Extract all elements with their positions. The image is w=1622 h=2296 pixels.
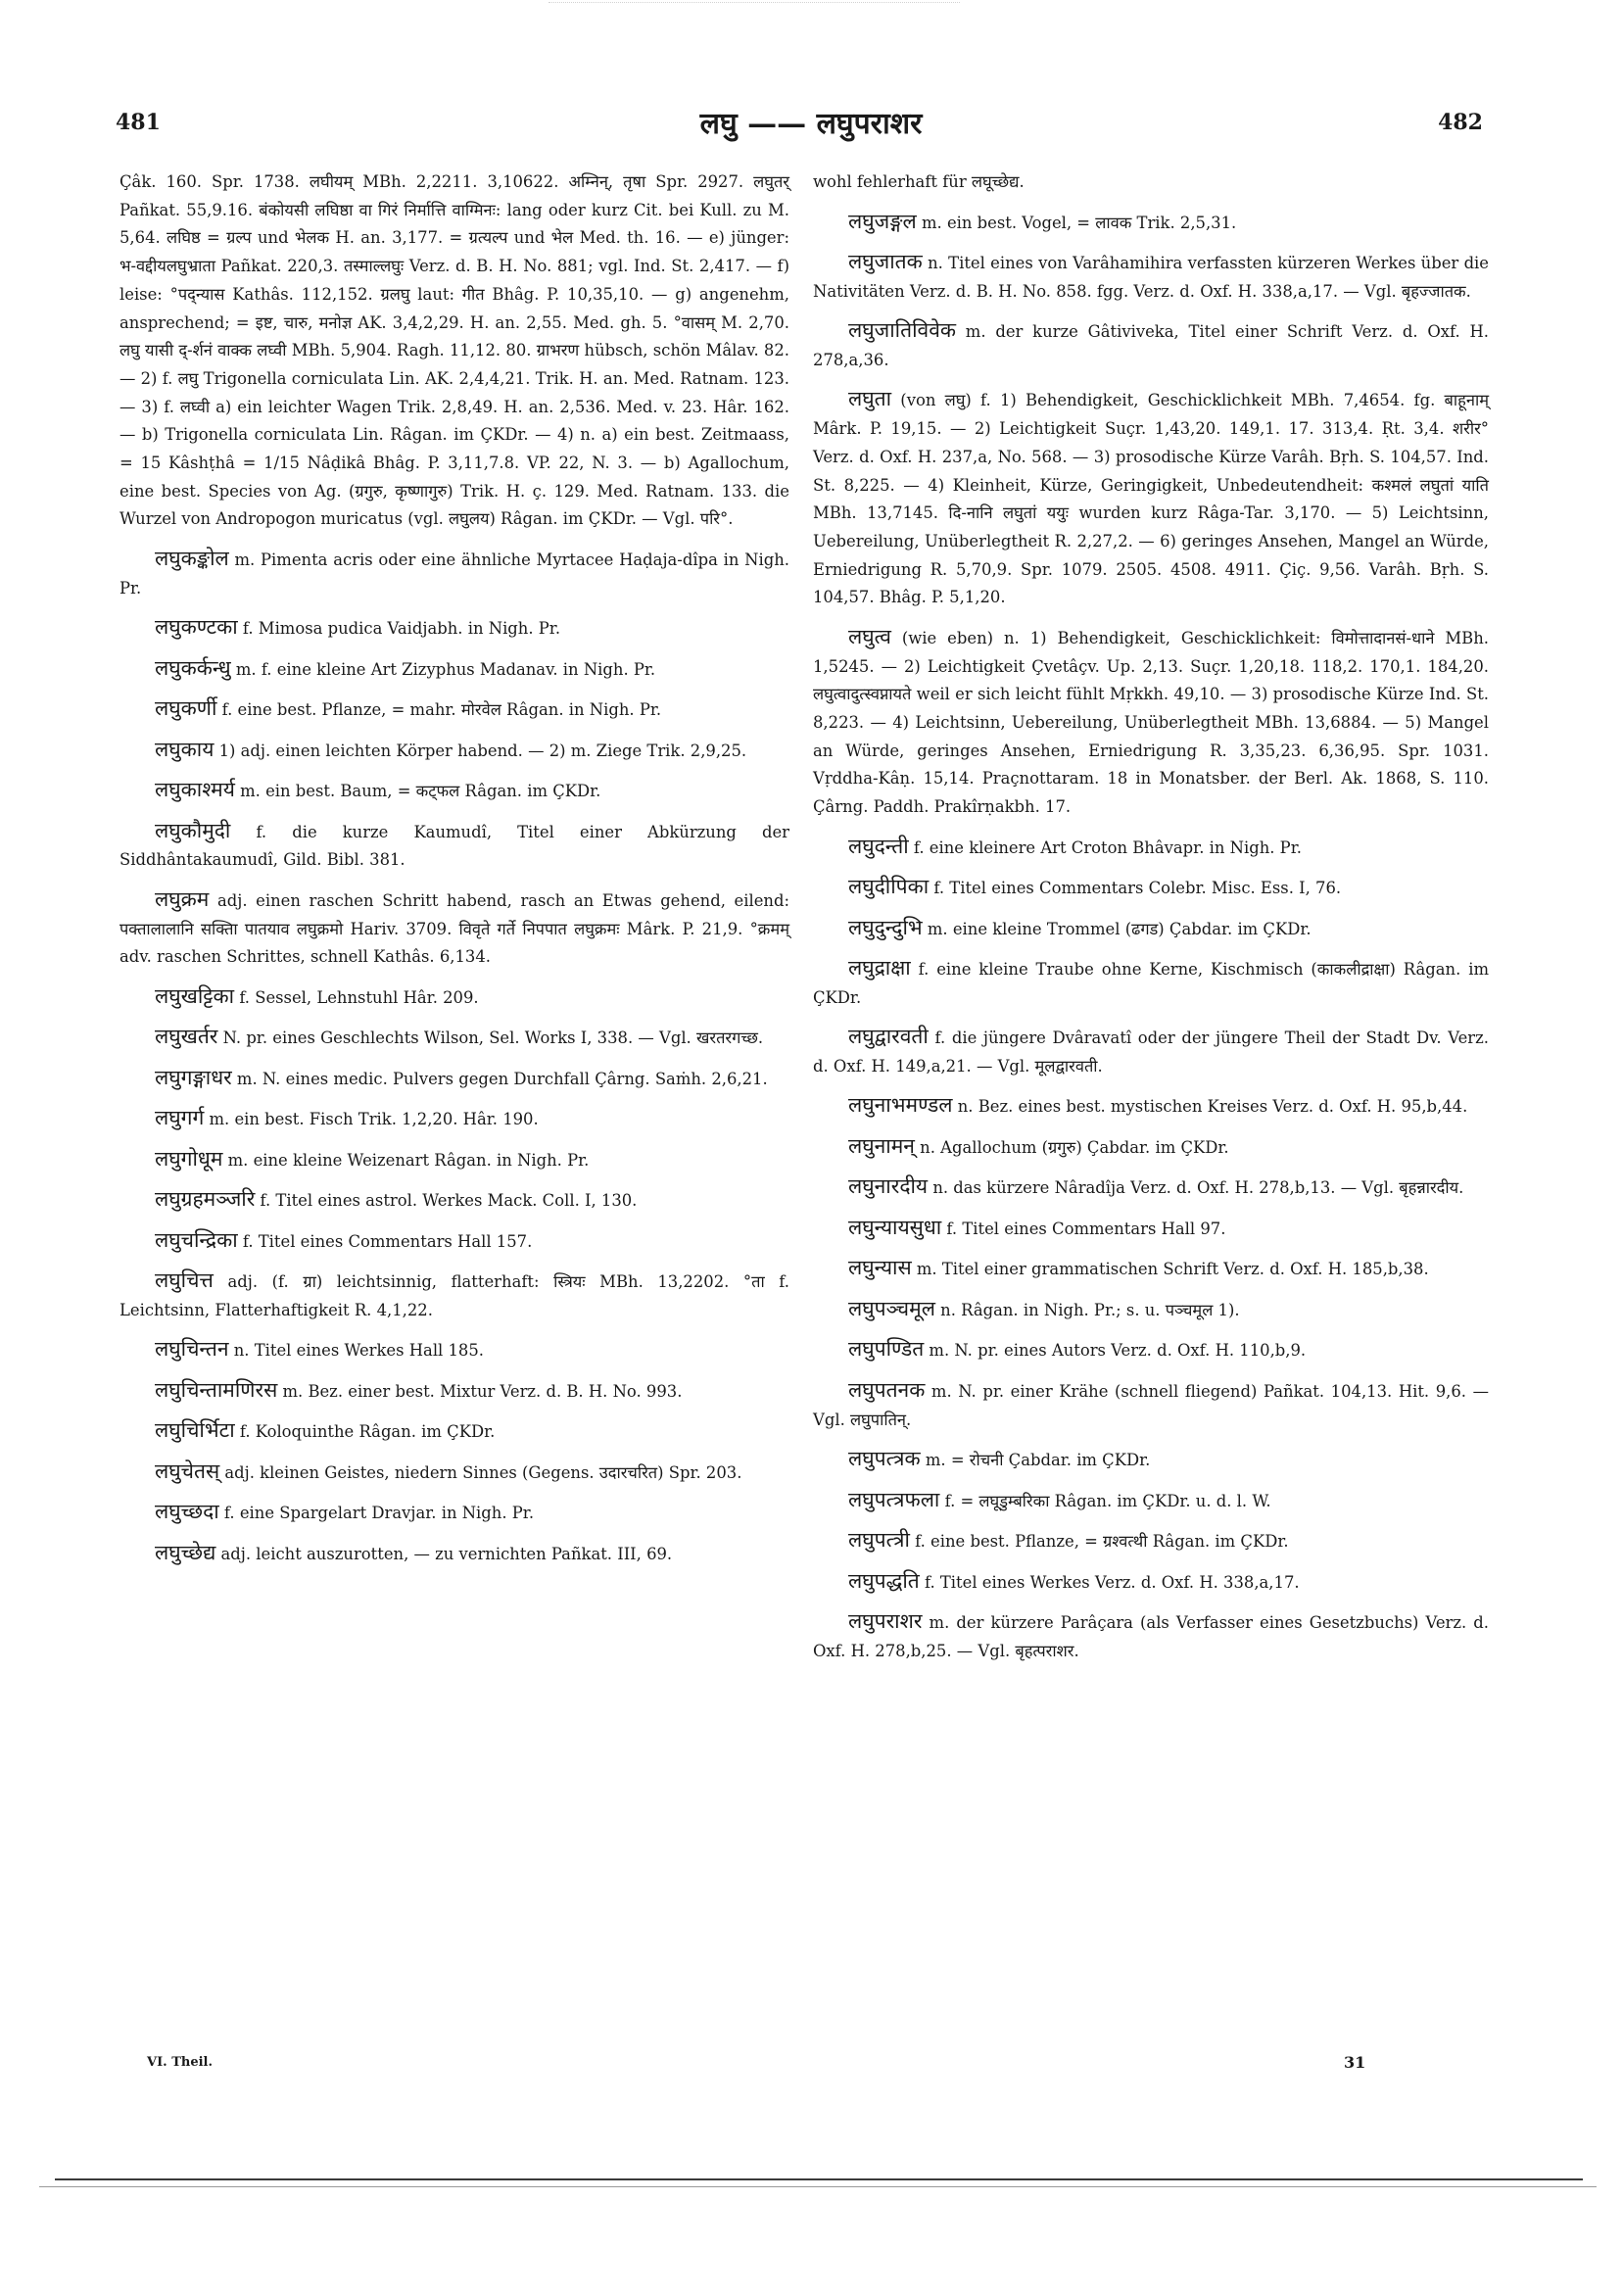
entry-headword: लघुक्रम — [155, 886, 210, 911]
entry-text: n. Titel eines Werkes Hall 185. — [228, 1341, 485, 1361]
dictionary-entry — [813, 1254, 1489, 1284]
entry-text: m. der kürzere Parâçara (als Verfasser eines Gesetzbuchs) Verz. d. Oxf. H. 278,b,25. — Vgl. बृहत्पराशर. — [813, 1613, 1489, 1660]
entry-headword: लघुचिर्भिटा — [155, 1418, 235, 1443]
entry-headword: लघुपण्डित — [848, 1337, 925, 1362]
entry-text: m. ein best. Fisch Trik. 1,2,20. Hâr. 190. — [204, 1110, 539, 1129]
entry-headword: लघुपत्त्रक — [848, 1447, 921, 1471]
entry-text: m. f. eine kleine Art Zizyphus Madanav. in Nigh. Pr. — [230, 659, 656, 679]
dictionary-entry — [813, 1023, 1489, 1080]
entry-headword: लघुचेतस् — [155, 1459, 220, 1483]
entry-headword: लघुचित्त — [155, 1268, 214, 1293]
entry-text: f. eine kleinere Art Croton Bhâvapr. in Nigh. Pr. — [908, 837, 1302, 857]
entry-headword: लघुगङ्गाधर — [155, 1065, 232, 1089]
entry-headword: लघुपद्धति — [848, 1568, 920, 1593]
volume-note: VI. Theil. — [147, 2055, 214, 2070]
entry-text: n. Râgan. in Nigh. Pr.; s. u. पञ्चमूल 1). — [934, 1300, 1240, 1319]
entry-text: f. die kurze Kaumudî, Titel einer Abkürzung der Siddhântakaumudî, Gild. Bibl. 381. — [119, 822, 789, 870]
dictionary-entry — [119, 545, 789, 602]
entry-text: m. ein best. Baum, = कट्फल Râgan. im ÇKDr. — [234, 782, 601, 801]
entry-headword: लघुखर्तर — [155, 1025, 218, 1049]
entry-headword: लघुगर्ग — [155, 1106, 205, 1130]
entry-headword: लघुकाश्मर्य — [155, 778, 235, 802]
entry-headword: लघुद्वारवती — [848, 1025, 929, 1049]
entry-text: m. N. pr. eines Autors Verz. d. Oxf. H. 110,b,9. — [924, 1341, 1307, 1361]
entry-headword: लघुनामन् — [848, 1133, 915, 1158]
entry-text: m. N. eines medic. Pulvers gegen Durchfall Çârng. Saṁh. 2,6,21. — [231, 1069, 768, 1088]
entry-text: N. pr. eines Geschlechts Wilson, Sel. Works I, 338. — Vgl. खरतरगच्छ. — [217, 1028, 764, 1048]
dictionary-entry — [813, 1132, 1489, 1163]
dictionary-entry — [119, 1185, 789, 1216]
entry-text: adj. (f. ग्रा) leichtsinnig, flatterhaft: स्त्रियः MBh. 13,2202. °ता f. Leichtsinn, Flatterhaftigkeit R. 4,1,22. — [119, 1272, 789, 1319]
dictionary-entry — [813, 168, 1489, 197]
entry-headword: लघुदन्ती — [848, 834, 909, 858]
dictionary-entry — [813, 1376, 1489, 1434]
entry-text: n. das kürzere Nâradîja Verz. d. Oxf. H. 278,b,13. — Vgl. बृहन्नारदीय. — [928, 1178, 1464, 1198]
entry-text: m. Pimenta acris oder eine ähnliche Myrtacee Haḍaja-dîpa in Nigh. Pr. — [119, 550, 789, 598]
entry-text: adj. leicht auszurotten, — zu vernichten Pañkat. III, 69. — [215, 1544, 673, 1563]
entry-text: m. der kurze Gâtiviveka, Titel einer Schrift Verz. d. Oxf. H. 278,a,36. — [813, 322, 1489, 369]
dictionary-entry — [813, 1526, 1489, 1556]
entry-headword: लघुपराशर — [848, 1609, 923, 1634]
scan-artifact — [549, 2, 960, 13]
entry-text: f. Titel eines astrol. Werkes Mack. Coll. I, 130. — [255, 1191, 638, 1211]
dictionary-entry — [119, 1376, 789, 1407]
entry-text: (von लघु) f. 1) Behendigkeit, Geschicklichkeit MBh. 7,4654. fg. बाहूनाम् Mârk. P. 19,15. — 2) Leichtigkeit Suçr. 1,43,20. 149,1. 17. 313,4. Ṛt. 3,4. शरीर° Verz. d. Oxf. H. 237,a, No. 568. — 3) prosodische Kürze Varâh. Bṛh. S. 104,57. Ind. St. 8,225. — 4) Kleinheit, Kürze, Geringigkeit, Unbedeutendheit: कश्मलं लघुतां याति MBh. 13,7145. दि-नानि लघुतां ययुः wurden kurz Râga-Tar. 3,170. — 5) Leichtsinn, Uebereilung, Unüberlegtheit R. 2,27,2. — 6) geringes Ansehen, Mangel an Würde, Erniedrigung R. 5,70,9. Spr. 1079. 2505. 4508. 4911. Çiç. 9,56. Varâh. Bṛh. S. 104,57. Bhâg. P. 5,1,20. — [813, 391, 1489, 607]
entry-headword: लघुजङ्गल — [848, 209, 917, 233]
dictionary-entry — [119, 1023, 789, 1053]
dictionary-entry — [813, 1567, 1489, 1598]
dictionary-entry — [119, 1539, 789, 1569]
entry-text: f. Titel eines Commentars Hall 97. — [941, 1219, 1226, 1238]
dictionary-entry — [813, 1091, 1489, 1122]
entry-text: f. Mimosa pudica Vaidjabh. in Nigh. Pr. — [237, 619, 561, 639]
entry-text: f. Titel eines Commentars Colebr. Misc. Ess. I, 76. — [929, 879, 1342, 898]
entry-headword: लघुचिन्तन — [155, 1337, 229, 1362]
entry-headword: लघुता — [848, 387, 892, 411]
entry-text: adj. kleinen Geistes, niedern Sinnes (Gegens. उदारचरित) Spr. 203. — [219, 1462, 742, 1482]
entry-text: n. Agallochum (ग्रगुरु) Çabdar. im ÇKDr. — [914, 1137, 1229, 1157]
dictionary-entry — [119, 1145, 789, 1175]
entry-text: Çâk. 160. Spr. 1738. लघीयम् MBh. 2,2211. 3,10622. अम्निन्, तृषा Spr. 2927. लघुतर् Pañkat. 55,9.16. बंकोयसी लघिष्ठा वा गिरं निर्मात्ति वाग्मिनः: lang oder kurz Cit. bei Kull. zu M. 5,64. लघिष्ठ = ग्रल्प und भेलक H. an. 3,177. = ग्रत्यल्प und भेल Med. th. 16. — e) jünger: भ-वद्दीयलघुभ्राता Pañkat. 220,3. तस्माल्लघुः Verz. d. B. H. No. 881; vgl. Ind. St. 2,417. — f) leise: °पद्न्यास Kathâs. 112,152. ग्रलघु laut: गीत Bhâg. P. 10,35,10. — g) angenehm, ansprechend; = इष्ट, चारु, मनोज्ञ AK. 3,4,2,29. H. an. 2,55. Med. gh. 5. °वासम् M. 2,70. लघु यासी द्-र्शनं वाक्क लघ्वी MBh. 5,904. Ragh. 11,12. 80. ग्राभरण hübsch, schön Mâlav. 82. — 2) f. लघु Trigonella corniculata Lin. AK. 2,4,4,21. Trik. H. an. Med. Ratnam. 123. — 3) f. लघ्वी a) ein leichter Wagen Trik. 2,8,49. H. an. 2,536. Med. v. 23. Hâr. 162. — b) Trigonella corniculata Lin. Râgan. im ÇKDr. — 4) n. a) ein best. Zeitmaass, = 15 Kâshṭhâ = 1/15 Nâḍikâ Bhâg. P. 3,11,7.8. VP. 22, N. 3. — b) Agallochum, eine best. Species von Ag. (ग्रगुरु, कृष्णागुरु) Trik. H. ç. 129. Med. Ratnam. 133. die Wurzel von Andropogon muricatus (vgl. लघुलय) Râgan. im ÇKDr. — Vgl. परि°. — [119, 172, 789, 529]
left-column — [119, 168, 789, 1579]
dictionary-entry — [119, 1498, 789, 1528]
entry-headword: लघुजातिविवेक — [848, 318, 956, 343]
entry-headword: लघुकौमुदी — [155, 818, 231, 842]
entry-headword: लघुन्यास — [848, 1256, 912, 1280]
signature-mark: 31 — [1344, 2053, 1366, 2072]
entry-text: m. Bez. einer best. Mixtur Verz. d. B. H. No. 993. — [277, 1381, 683, 1401]
entry-text: m. Titel einer grammatischen Schrift Verz. d. Oxf. H. 185,b,38. — [911, 1260, 1429, 1279]
entry-headword: लघुद्राक्षा — [848, 956, 911, 981]
entry-headword: लघुकाय — [155, 737, 215, 761]
dictionary-entry — [813, 1335, 1489, 1365]
dictionary-entry — [119, 613, 789, 644]
entry-text: adj. einen raschen Schritt habend, rasch an Etwas gehend, eilend: पक्तालालानि सक्तिा पातयाव लघुक्रमो Hariv. 3709. विवृते गर्ते निपपात लघुक्रमः Mârk. P. 21,9. °क्रमम् adv. raschen Schrittes, schnell Kathâs. 6,134. — [119, 890, 789, 967]
entry-headword: लघुनाभमण्डल — [848, 1093, 953, 1118]
dictionary-entry — [813, 873, 1489, 903]
entry-headword: लघुपत्त्रफला — [848, 1487, 940, 1511]
dictionary-entry — [813, 1214, 1489, 1244]
entry-text: f. Koloquinthe Râgan. im ÇKDr. — [234, 1422, 496, 1442]
dictionary-entry — [813, 316, 1489, 374]
dictionary-entry — [813, 1486, 1489, 1516]
bottom-rule — [55, 2178, 1583, 2180]
entry-headword: लघुकर्णी — [155, 696, 217, 721]
entry-text: n. Titel eines von Varâhamihira verfassten kürzeren Werkes über die Nativitäten Verz. d. B. H. No. 858. fgg. Verz. d. Oxf. H. 338,a,17. — Vgl. बृहज्जातक. — [813, 254, 1489, 301]
dictionary-entry — [813, 1445, 1489, 1475]
dictionary-entry — [119, 817, 789, 875]
right-column — [813, 168, 1489, 1676]
entry-text: m. eine kleine Weizenart Râgan. in Nigh. Pr. — [222, 1150, 590, 1170]
entry-headword: लघुदीपिका — [848, 875, 930, 899]
dictionary-entry — [119, 776, 789, 806]
dictionary-entry — [119, 1064, 789, 1094]
dictionary-entry — [119, 885, 789, 972]
dictionary-entry — [813, 954, 1489, 1012]
entry-headword: लघुकर्कन्धु — [155, 655, 231, 680]
entry-headword: लघुखट्टिका — [155, 983, 235, 1008]
dictionary-entry — [119, 1458, 789, 1488]
entry-text: f. eine Spargelart Dravjar. in Nigh. Pr. — [218, 1504, 535, 1523]
dictionary-entry — [119, 1104, 789, 1134]
entry-text: m. ein best. Vogel, = लावक Trik. 2,5,31. — [916, 213, 1237, 232]
entry-text: f. eine best. Pflanze, = ग्रश्वत्थी Râgan. im ÇKDr. — [909, 1532, 1289, 1552]
entry-headword: लघुजातक — [848, 250, 923, 273]
entry-text: f. = लघूडुम्बरिका Râgan. im ÇKDr. u. d. l. W. — [939, 1491, 1271, 1510]
dictionary-entry — [813, 1172, 1489, 1203]
dictionary-entry — [119, 982, 789, 1013]
dictionary-entry — [813, 208, 1489, 238]
entry-headword: लघुपतनक — [848, 1377, 926, 1402]
entry-text: f. Sessel, Lehnstuhl Hâr. 209. — [234, 987, 479, 1007]
entry-headword: लघुकङ्कोल — [155, 546, 229, 570]
page-number-left: 481 — [116, 110, 161, 135]
dictionary-entry — [119, 1335, 789, 1365]
entry-text: m. = रोचनी Çabdar. im ÇKDr. — [920, 1451, 1151, 1470]
entry-text: 1) adj. einen leichten Körper habend. — 2) m. Ziege Trik. 2,9,25. — [214, 741, 747, 760]
entry-text: f. Titel eines Commentars Hall 157. — [237, 1231, 533, 1251]
dictionary-entry — [813, 1607, 1489, 1665]
bottom-rule-thin — [39, 2186, 1597, 2187]
dictionary-entry — [813, 623, 1489, 822]
dictionary-entry — [119, 168, 789, 534]
entry-text: m. N. pr. einer Krähe (schnell fliegend) Pañkat. 104,13. Hit. 9,6. — Vgl. लघुपातिन्. — [813, 1381, 1489, 1429]
entry-headword: लघुचन्द्रिका — [155, 1227, 238, 1252]
entry-headword: लघुपत्त्री — [848, 1528, 910, 1553]
dictionary-entry — [813, 248, 1489, 306]
entry-text: (wie eben) n. 1) Behendigkeit, Geschicklichkeit: विमोत्तादानसं-धाने MBh. 1,5245. — 2) Leichtigkeit Çvetâçv. Up. 2,13. Suçr. 1,20,18. 118,2. 170,1. 184,20. लघुत्वादुत्स्वप्नायते weil er sich leicht fühlt Mṛkkh. 49,10. — 3) prosodische Kürze Ind. St. 8,223. — 4) Leichtsinn, Uebereilung, Unüberlegtheit MBh. 13,6884. — 5) Mangel an Würde, geringes Ansehen, Erniedrigung R. 3,35,23. 6,36,95. Spr. 1031. Vṛddha-Kâṇ. 15,14. Praçnottaram. 18 in Monatsber. der Berl. Ak. 1868, S. 110. Çârng. Paddh. Prakîrṇakbh. 17. — [813, 628, 1489, 817]
entry-headword: लघुनारदीय — [848, 1174, 929, 1199]
entry-text: f. eine kleine Traube ohne Kerne, Kischmisch (काकलीद्राक्षा) Râgan. im ÇKDr. — [813, 960, 1489, 1007]
running-header: लघु —— लघुपराशर — [699, 107, 923, 141]
entry-headword: लघुगोधूम — [155, 1146, 223, 1171]
page-number-right: 482 — [1438, 110, 1483, 135]
entry-text: f. die jüngere Dvâravatî oder der jüngere Theil der Stadt Dv. Verz. d. Oxf. H. 149,a,21. — Vgl. मूलद्वारवती. — [813, 1028, 1489, 1076]
dictionary-entry — [813, 385, 1489, 612]
dictionary-entry — [119, 694, 789, 725]
dictionary-entry — [119, 1416, 789, 1447]
entry-headword: लघुच्छेद्य — [155, 1540, 216, 1564]
entry-headword: लघुदुन्दुभि — [848, 915, 923, 939]
entry-text: f. Titel eines Werkes Verz. d. Oxf. H. 338,a,17. — [919, 1572, 1300, 1592]
dictionary-entry — [813, 1295, 1489, 1325]
dictionary-entry — [119, 1226, 789, 1257]
entry-text: f. eine best. Pflanze, = mahr. मोरवेल Râgan. in Nigh. Pr. — [216, 700, 662, 720]
dictionary-entry — [119, 736, 789, 766]
entry-text: m. eine kleine Trommel (ढगड) Çabdar. im ÇKDr. — [922, 919, 1312, 938]
dictionary-entry — [119, 654, 789, 685]
dictionary-entry — [813, 833, 1489, 863]
entry-headword: लघुच्छदा — [155, 1500, 219, 1524]
entry-text: wohl fehlerhaft für लघूच्छेद्य. — [813, 172, 1025, 191]
entry-headword: लघुत्व — [848, 624, 891, 648]
dictionary-entry — [119, 1267, 789, 1324]
entry-text: n. Bez. eines best. mystischen Kreises Verz. d. Oxf. H. 95,b,44. — [952, 1097, 1468, 1117]
entry-headword: लघुपञ्चमूल — [848, 1296, 935, 1320]
entry-headword: लघुग्रहमञ्जरि — [155, 1187, 256, 1212]
entry-headword: लघुचिन्तामणिरस — [155, 1377, 278, 1402]
dictionary-entry — [813, 914, 1489, 944]
entry-headword: लघुकण्टका — [155, 615, 238, 640]
entry-headword: लघुन्यायसुधा — [848, 1215, 942, 1239]
